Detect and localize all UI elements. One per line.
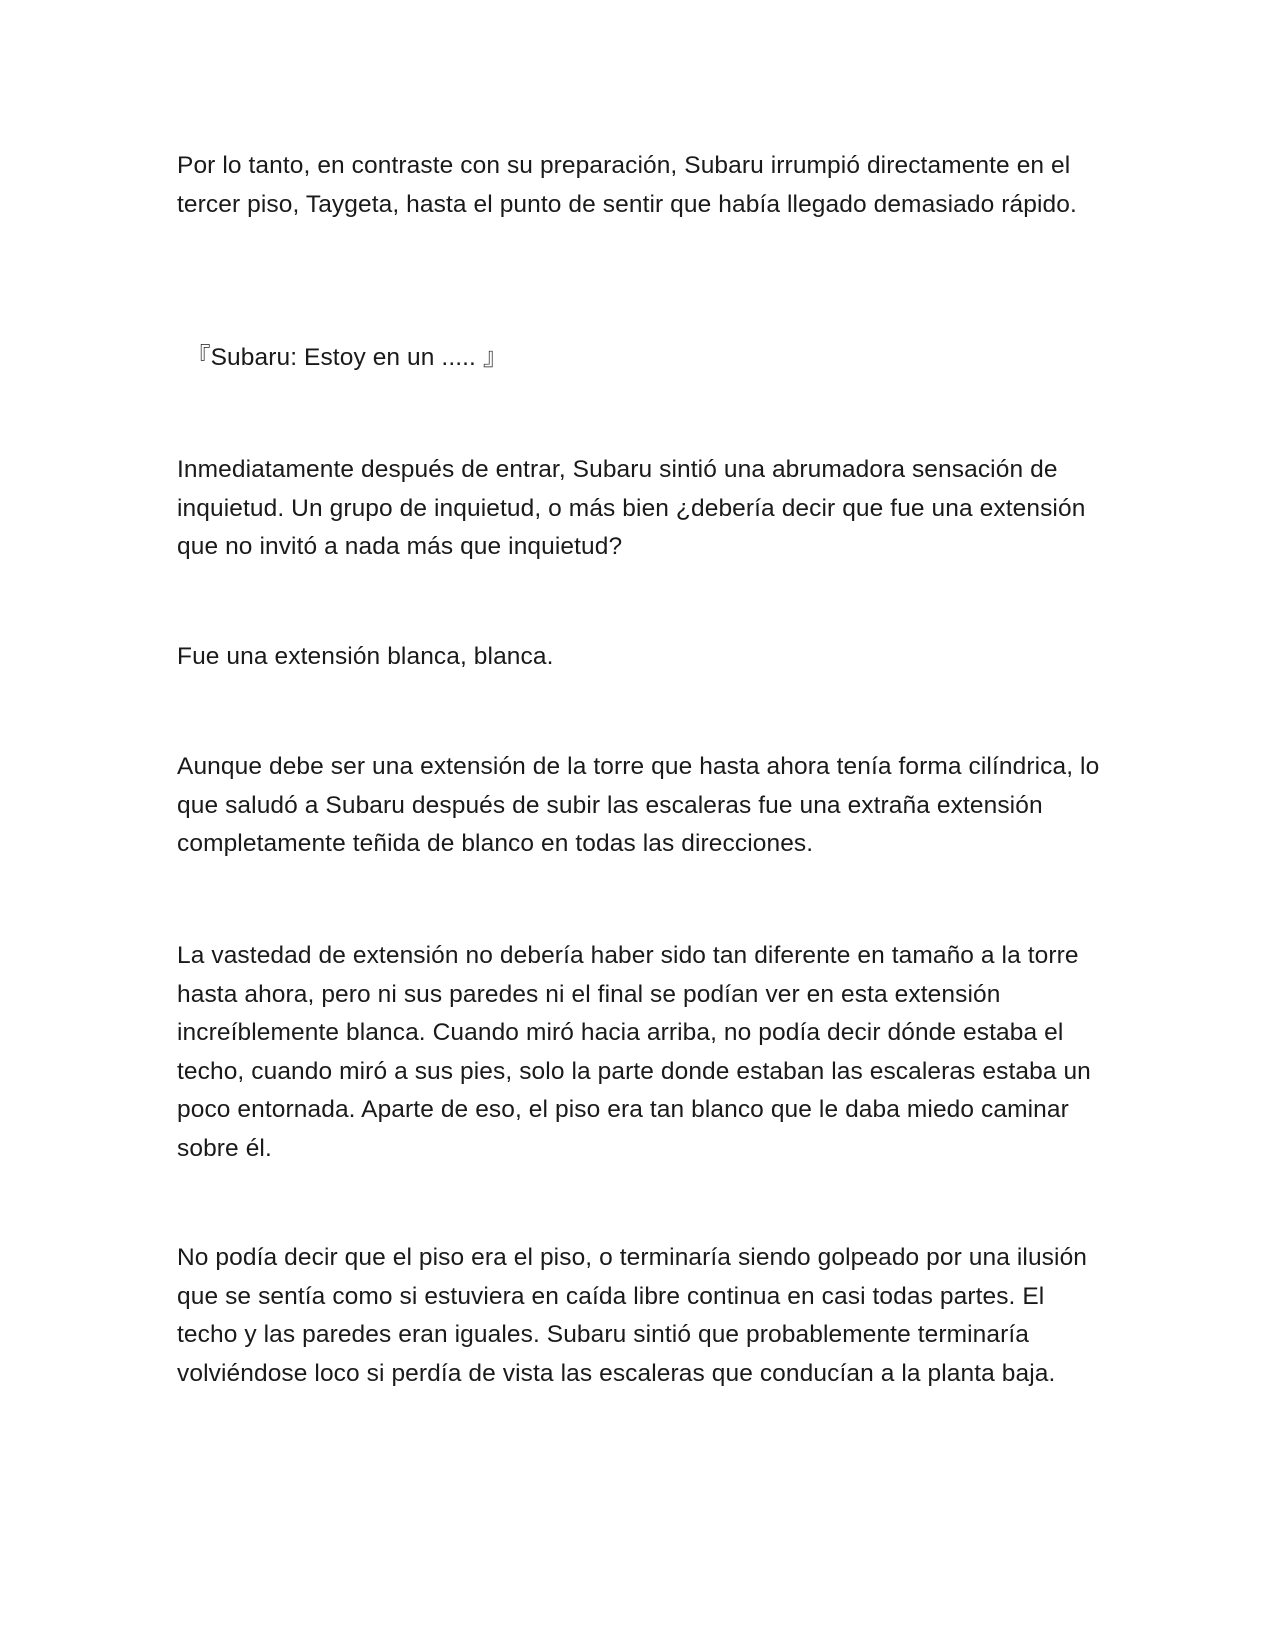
- paragraph-4: Fue una extensión blanca, blanca.: [177, 643, 554, 670]
- paragraph-3: Inmediatamente después de entrar, Subaru sintió una abrumadora sensación de inquietud. Un grupo de inquietud, o más bien ¿debería decir que fue una extensión que no invitó a nada más que inquietud?: [177, 456, 1086, 560]
- paragraph-1: Por lo tanto, en contraste con su preparación, Subaru irrumpió directamente en el tercer piso, Taygeta, hasta el punto de sentir que había llegado demasiado rápido.: [177, 152, 1077, 218]
- paragraph-7: No podía decir que el piso era el piso, o terminaría siendo golpeado por una ilusión que se sentía como si estuviera en caída libre continua en casi todas partes. El techo y las paredes eran iguales. Subaru sintió que probablemente terminaría volviéndose loco si perdía de vista las escaleras que conducían a la planta baja.: [177, 1244, 1088, 1387]
- dialogue-line: 『Subaru: Estoy en un ..... 』: [186, 344, 508, 371]
- paragraph-6: La vastedad de extensión no debería haber sido tan diferente en tamaño a la torre hasta ahora, pero ni sus paredes ni el final se podían ver en esta extensión increíblemente blanca. Cuando miró hacia arriba, no podía decir dónde estaba el techo, cuando miró a sus pies, solo la parte donde estaban las escaleras estaba un poco entornada. Aparte de eso, el piso era tan blanco que le daba miedo caminar sobre él.: [177, 942, 1091, 1162]
- paragraph-5: Aunque debe ser una extensión de la torre que hasta ahora tenía forma cilíndrica, lo que saludó a Subaru después de subir las escaleras fue una extraña extensión completamente teñida de blanco en todas las direcciones.: [177, 753, 1100, 857]
